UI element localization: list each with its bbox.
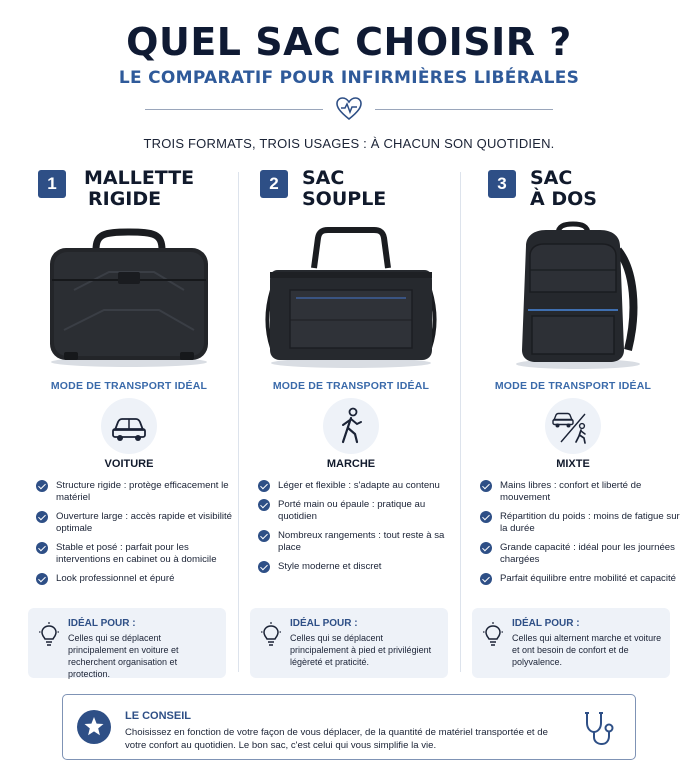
star-badge (77, 710, 111, 744)
backpack-image (478, 220, 668, 370)
column-title-line2: SOUPLE (302, 188, 387, 210)
ideal-text: Celles qui alternent marche et voiture et ont besoin de confort et de polyvalence. (512, 633, 662, 667)
lightbulb-icon (482, 622, 504, 648)
mode-label: MODE DE TRANSPORT IDÉAL (272, 380, 430, 392)
ideal-heading: IDÉAL POUR : (512, 618, 580, 629)
feature-list (36, 480, 236, 592)
feature-item: Ouverture large : accès rapide et visibilité optimale (36, 511, 236, 535)
check-icon (36, 542, 48, 554)
check-icon (258, 561, 270, 573)
car-and-walking-icon (545, 398, 601, 454)
feature-item: Style moderne et discret (258, 561, 458, 573)
mode-label: MODE DE TRANSPORT IDÉAL (50, 380, 208, 392)
transport-icon-circle (323, 398, 379, 454)
feature-list (480, 480, 680, 604)
column-title-line2: À DOS (530, 188, 597, 210)
column-title (302, 168, 386, 210)
transport-icon-circle (101, 398, 157, 454)
divider-line-left (145, 109, 323, 110)
heartbeat-icon (335, 96, 363, 122)
ideal-box (28, 608, 226, 678)
check-icon (480, 573, 492, 585)
column-number: 1 (38, 170, 66, 198)
tagline: TROIS FORMATS, TROIS USAGES : À CHACUN SON QUOTIDIEN. (143, 136, 555, 151)
check-icon (36, 511, 48, 523)
feature-item: Nombreux rangements : tout reste à sa place (258, 530, 458, 554)
lightbulb-icon (260, 622, 282, 648)
feature-item: Léger et flexible : s'adapte au contenu (258, 480, 458, 492)
ideal-box (250, 608, 448, 678)
column-title (84, 168, 194, 210)
divider-line-right (375, 109, 553, 110)
check-icon (480, 480, 492, 492)
advice-box (62, 694, 636, 760)
transport-icon-circle (545, 398, 601, 454)
check-icon (258, 530, 270, 542)
stethoscope-icon (579, 709, 617, 747)
check-icon (258, 499, 270, 511)
ideal-text: Celles qui se déplacent principalement à pied et privilégient légèreté et praticité. (290, 633, 432, 667)
feature-list (258, 480, 458, 580)
star-icon (77, 710, 111, 744)
check-icon (36, 573, 48, 585)
car-icon (101, 398, 157, 454)
hard-briefcase-image (34, 220, 224, 370)
column-sac-souple (240, 162, 462, 684)
feature-item: Grande capacité : idéal pour les journées chargées (480, 542, 680, 566)
lightbulb-icon (38, 622, 60, 648)
mode-label: MODE DE TRANSPORT IDÉAL (494, 380, 652, 392)
column-title-line1: SAC (302, 167, 345, 189)
transport-label: MARCHE (326, 458, 376, 470)
transport-label: MIXTE (556, 458, 590, 470)
ideal-box (472, 608, 670, 678)
feature-item: Structure rigide : protège efficacement le matériel (36, 480, 236, 504)
column-title-line1: SAC (530, 167, 573, 189)
column-title-line2: RIGIDE (88, 188, 162, 210)
feature-item: Look professionnel et épuré (36, 573, 236, 585)
advice-heading: LE CONSEIL (125, 710, 192, 722)
check-icon (480, 542, 492, 554)
walking-icon (323, 398, 379, 454)
column-number: 3 (488, 170, 516, 198)
check-icon (36, 480, 48, 492)
column-title-line1: MALLETTE (84, 167, 195, 189)
transport-label: VOITURE (104, 458, 154, 470)
check-icon (480, 511, 492, 523)
soft-messenger-bag-image (256, 220, 446, 370)
ideal-heading: IDÉAL POUR : (68, 618, 136, 629)
column-title (530, 168, 597, 210)
page-title: QUEL SAC CHOISIR ? (126, 20, 572, 64)
page-subtitle: LE COMPARATIF POUR INFIRMIÈRES LIBÉRALES (118, 68, 580, 88)
feature-item: Stable et posé : parfait pour les interventions en cabinet ou à domicile (36, 542, 236, 566)
advice-text: Choisissez en fonction de votre façon de vous déplacer, de la quantité de matériel transportée et de votre confort au quotidien. Le bon sac, c'est celui qui vous simplifie la vie. (125, 727, 548, 751)
feature-item: Parfait équilibre entre mobilité et capacité (480, 573, 680, 597)
feature-item: Répartition du poids : moins de fatigue sur la durée (480, 511, 680, 535)
column-sac-a-dos (462, 162, 684, 684)
ideal-text: Celles qui se déplacent principalement en voiture et recherchent organisation et protection. (68, 633, 179, 679)
ideal-heading: IDÉAL POUR : (290, 618, 358, 629)
column-number: 2 (260, 170, 288, 198)
feature-item: Porté main ou épaule : pratique au quotidien (258, 499, 458, 523)
feature-item: Mains libres : confort et liberté de mouvement (480, 480, 680, 504)
column-mallette-rigide (18, 162, 240, 684)
check-icon (258, 480, 270, 492)
title-divider (145, 96, 553, 122)
